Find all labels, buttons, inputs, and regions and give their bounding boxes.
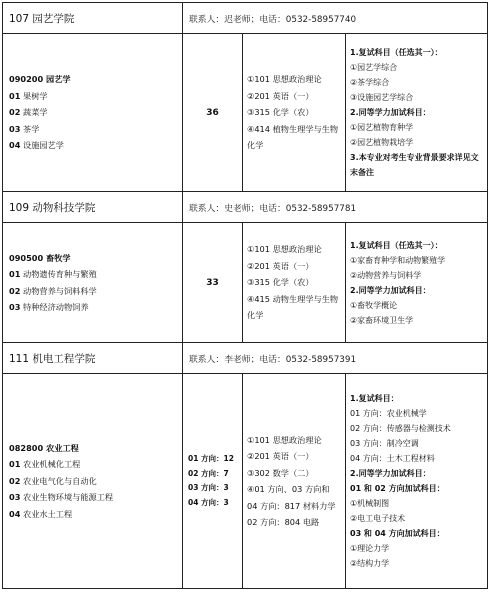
direction-item: 04 设施园艺学: [9, 140, 64, 151]
remark-item: ②结构力学: [350, 559, 390, 568]
remark-item: ②电工电子技术: [350, 514, 406, 523]
major-cell: [3, 223, 183, 343]
major-code-name: 090500 畜牧学: [9, 252, 71, 263]
remark-item: ①家畜育种学和动物繁殖学: [350, 255, 446, 265]
subject-item: ④01 方向、03 方向和 04 方向：817 材料力学: [247, 484, 336, 511]
major-cell: [3, 374, 183, 589]
subject-item: ②201 英语（一）: [247, 260, 314, 271]
subject-item: ③302 数学（二）: [247, 467, 314, 478]
remark-item: 04 方向：土木工程材料: [350, 454, 435, 463]
quota-item: 02 方向：7: [188, 468, 229, 478]
direction-item: 02 蔬菜学: [9, 107, 48, 118]
major-row-082800: [3, 374, 488, 589]
enrollment-quota: [183, 374, 243, 589]
remark-item: ①理论力学: [350, 544, 390, 553]
remark-heading: 03 和 04 方向加试科目：: [350, 529, 445, 538]
college-contact: 联系人：史老师；电话：0532-58957781: [183, 192, 488, 223]
remark-item: ②家畜环境卫生学: [350, 315, 414, 325]
subject-item: ②201 英语（一）: [247, 90, 314, 101]
subject-item: ④415 动物生理学与生物化学: [247, 293, 339, 321]
remark-item: ②动物营养与饲料学: [350, 270, 422, 280]
admissions-table: [2, 2, 488, 589]
enrollment-quota: 36: [183, 34, 243, 192]
remark-item: ②园艺植物栽培学: [350, 138, 414, 147]
subject-item: ①101 思想政治理论: [247, 244, 322, 255]
exam-subjects: [243, 34, 346, 192]
quota-item: 01 方向：12: [188, 454, 234, 463]
direction-item: 01 农业机械化工程: [9, 459, 81, 470]
direction-item: 02 农业电气化与自动化: [9, 475, 97, 486]
remark-item: ①园艺学综合: [350, 63, 398, 72]
remark-item: 02 方向：传感器与检测技术: [350, 424, 451, 433]
college-row-107: [3, 3, 488, 34]
direction-item: 04 农业水土工程: [9, 508, 73, 519]
subject-item: 02 方向：804 电路: [247, 517, 320, 527]
college-name: 109 动物科技学院: [3, 192, 183, 223]
remarks-cell: [346, 34, 488, 192]
direction-item: 01 果树学: [9, 90, 48, 101]
major-code-name: 082800 农业工程: [9, 442, 79, 453]
exam-subjects: [243, 374, 346, 589]
remark-heading: 3.本专业对考生专业背景要求详见文末备注: [350, 153, 479, 177]
enrollment-quota: 33: [183, 223, 243, 343]
quota-item: 04 方向：3: [188, 497, 229, 507]
direction-item: 01 动物遗传育种与繁殖: [9, 269, 97, 279]
direction-item: 03 特种经济动物饲养: [9, 302, 89, 312]
subject-item: ④414 植物生理学与生物化学: [247, 123, 339, 151]
quota-item: 03 方向：3: [188, 483, 229, 492]
college-contact: 联系人：李老师；电话：0532-58957391: [183, 343, 488, 374]
subject-item: ③315 化学（农）: [247, 277, 314, 288]
college-contact: 联系人：迟老师；电话：0532-58957740: [183, 3, 488, 34]
major-code-name: 090200 园艺学: [9, 74, 71, 85]
college-name: 107 园艺学院: [3, 3, 183, 34]
remark-heading: 2.同等学力加试科目：: [350, 108, 431, 117]
remark-item: 01 方向：农业机械学: [350, 409, 427, 418]
remark-item: ①畜牧学概论: [350, 300, 398, 310]
college-name: 111 机电工程学院: [3, 343, 183, 374]
direction-item: 03 茶学: [9, 123, 40, 134]
direction-item: 03 农业生物环境与能源工程: [9, 492, 114, 503]
remarks-cell: [346, 223, 488, 343]
college-row-109: [3, 192, 488, 223]
remark-item: ①机械制图: [350, 499, 390, 508]
subject-item: ①101 思想政治理论: [247, 434, 322, 445]
subject-item: ③315 化学（农）: [247, 107, 314, 118]
remark-heading: 2.同等学力加试科目：: [350, 285, 431, 295]
college-row-111: [3, 343, 488, 374]
subject-item: ②201 英语（一）: [247, 451, 314, 461]
remark-item: ①园艺植物育种学: [350, 123, 414, 132]
major-row-090200: [3, 34, 488, 192]
remark-item: 03 方向：制冷空调: [350, 439, 419, 448]
remark-heading: 1.复试科目（任选其一）：: [350, 48, 443, 57]
remark-heading: 1.复试科目：: [350, 394, 399, 403]
remark-heading: 2.同等学力加试科目：: [350, 469, 431, 478]
remark-item: ②茶学综合: [350, 78, 390, 87]
subject-item: ①101 思想政治理论: [247, 74, 322, 85]
major-row-090500: [3, 223, 488, 343]
remarks-cell: [346, 374, 488, 589]
major-cell: [3, 34, 183, 192]
remark-heading: 01 和 02 方向加试科目：: [350, 484, 445, 493]
exam-subjects: [243, 223, 346, 343]
remark-heading: 1.复试科目（任选其一）：: [350, 240, 443, 250]
direction-item: 02 动物营养与饲料科学: [9, 285, 97, 296]
remark-item: ③设施园艺学综合: [350, 93, 414, 102]
